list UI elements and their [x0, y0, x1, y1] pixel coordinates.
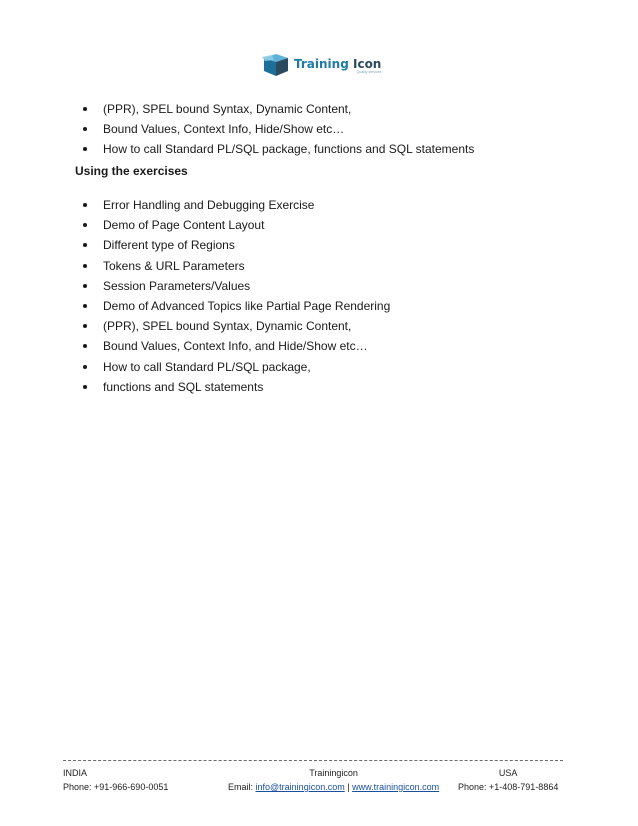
- footer-usa-phone: Phone: +1-408-791-8864: [458, 782, 559, 792]
- list-item: [83, 359, 390, 379]
- list-item-text: How to call Standard PL/SQL package,: [103, 359, 311, 374]
- bullet-icon: [83, 324, 87, 328]
- exercise-bullet-list: [83, 197, 390, 399]
- list-item-text: Different type of Regions: [103, 238, 235, 253]
- footer-separator: |: [347, 782, 350, 792]
- footer-contact-block: [228, 766, 439, 794]
- list-item-text: Error Handling and Debugging Exercise: [103, 198, 315, 212]
- bullet-icon: [83, 284, 87, 288]
- company-logo: [262, 53, 381, 79]
- list-item: [83, 338, 390, 358]
- list-item-text: Bound Values, Context Info, and Hide/Show etc…: [103, 339, 368, 354]
- top-bullet-list: [83, 101, 474, 162]
- bullet-icon: [83, 264, 87, 268]
- footer-email-label: Email:: [228, 782, 254, 792]
- list-item-text: Tokens & URL Parameters: [103, 258, 245, 273]
- logo-name-part2: Icon: [352, 56, 382, 71]
- bullet-icon: [83, 243, 87, 247]
- list-item: [83, 101, 474, 121]
- list-item: [83, 141, 474, 161]
- footer-company-name: Trainingicon: [309, 768, 358, 778]
- list-item: [83, 318, 390, 338]
- list-item: [83, 258, 390, 278]
- section-heading: Using the exercises: [75, 164, 188, 178]
- list-item-text: Bound Values, Context Info, Hide/Show etc…: [103, 122, 345, 137]
- list-item-text: (PPR), SPEL bound Syntax, Dynamic Content,: [103, 102, 352, 116]
- list-item-text: Demo of Advanced Topics like Partial Page Rendering: [103, 298, 391, 313]
- list-item: [83, 278, 390, 298]
- list-item-text: (PPR), SPEL bound Syntax, Dynamic Content,: [103, 319, 352, 334]
- logo-tagline: Quality services: [356, 69, 382, 74]
- list-item: [83, 298, 390, 318]
- bullet-icon: [83, 203, 87, 207]
- footer-usa-title: USA: [498, 768, 518, 778]
- bullet-icon: [83, 385, 87, 389]
- bullet-icon: [83, 127, 87, 131]
- list-item-text: functions and SQL statements: [103, 379, 264, 394]
- list-item-text: How to call Standard PL/SQL package, functions and SQL statements: [103, 142, 475, 157]
- footer-india-title: INDIA: [63, 768, 88, 778]
- bullet-icon: [83, 365, 87, 369]
- logo-name-part1: Training: [294, 56, 349, 71]
- bullet-icon: [83, 223, 87, 227]
- list-item: [83, 121, 474, 141]
- footer-india-block: [63, 766, 168, 794]
- list-item: [83, 217, 390, 237]
- footer-usa-block: [458, 766, 558, 794]
- list-item-text: Session Parameters/Values: [103, 278, 251, 293]
- list-item: [83, 237, 390, 257]
- footer-email-link[interactable]: info@trainingicon.com: [255, 782, 345, 792]
- logo-cube-icon: [262, 54, 290, 78]
- bullet-icon: [83, 147, 87, 151]
- bullet-icon: [83, 344, 87, 348]
- list-item: [83, 197, 390, 217]
- logo-name: [294, 58, 381, 70]
- bullet-icon: [83, 107, 87, 111]
- bullet-icon: [83, 304, 87, 308]
- footer-india-phone: Phone: +91-966-690-0051: [63, 782, 169, 792]
- list-item: [83, 379, 390, 399]
- footer-divider: [63, 760, 563, 761]
- list-item-text: Demo of Page Content Layout: [103, 218, 265, 233]
- footer-website-link[interactable]: www.trainingicon.com: [352, 782, 440, 792]
